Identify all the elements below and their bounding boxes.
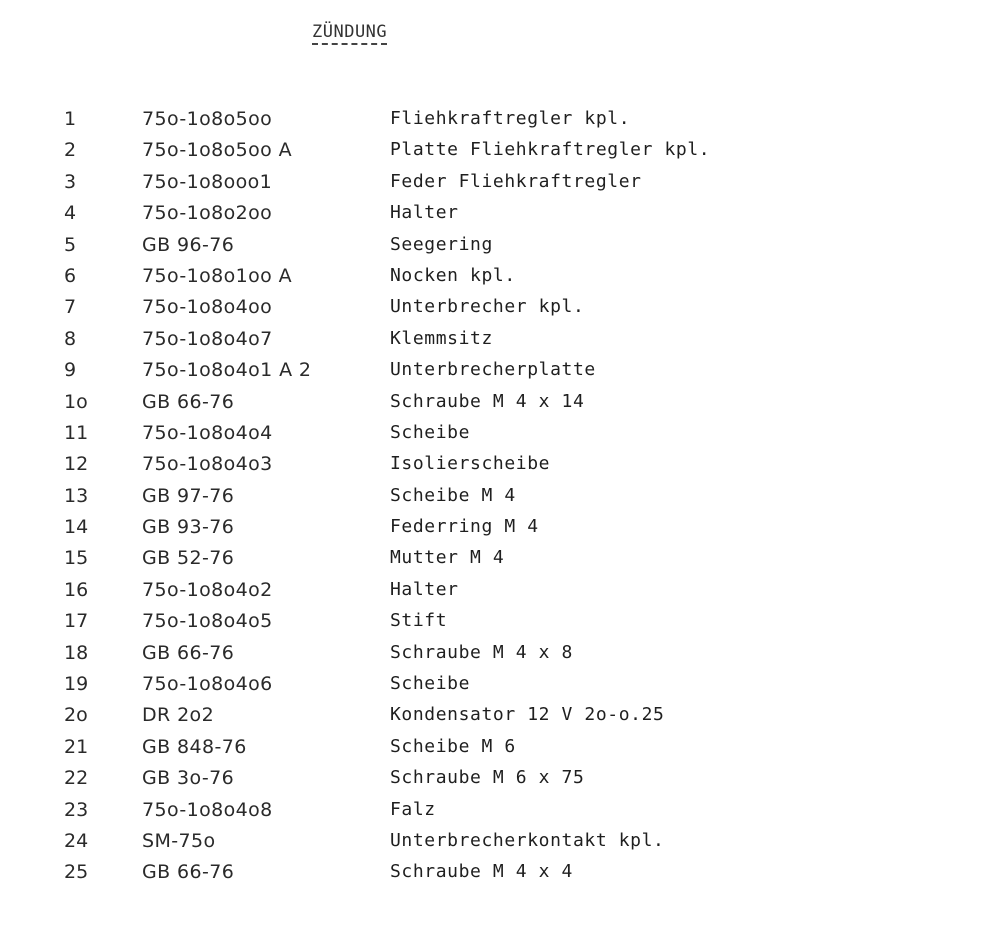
item-number: 17: [64, 610, 89, 633]
part-number: 75o-1o8o5oo: [142, 108, 273, 130]
list-item: [0, 733, 1000, 764]
item-number: 11: [64, 421, 89, 444]
part-number: 75o-1o8o2oo: [142, 202, 273, 225]
part-description: Stift: [390, 610, 448, 632]
title-text: ZÜNDUNG: [312, 22, 387, 45]
part-number: GB 93-76: [142, 516, 235, 539]
part-number: GB 3o-76: [142, 767, 235, 790]
item-number: 18: [64, 641, 89, 664]
item-number: 1: [64, 108, 77, 130]
item-number: 2o: [64, 704, 88, 727]
list-item: [0, 482, 1000, 513]
item-number: 1o: [64, 390, 88, 413]
list-item: [0, 262, 1000, 293]
part-number: GB 52-76: [142, 547, 235, 570]
part-description: Halter: [390, 578, 459, 600]
part-description: Scheibe M 6: [390, 735, 516, 757]
item-number: 8: [64, 327, 77, 350]
list-item: [0, 136, 1000, 167]
list-item: [0, 607, 1000, 638]
part-number: 75o-1o8o4o8: [142, 798, 273, 821]
part-description: Unterbrecherkontakt kpl.: [390, 829, 665, 851]
part-description: Feder Fliehkraftregler: [390, 170, 642, 192]
item-number: 19: [64, 673, 89, 696]
part-number: 75o-1o8o4o6: [142, 673, 273, 696]
part-description: Schraube M 4 x 4: [390, 861, 573, 883]
item-number: 2: [64, 139, 77, 162]
part-description: Falz: [390, 798, 436, 820]
list-item: [0, 858, 1000, 889]
part-number: GB 66-76: [142, 861, 235, 884]
list-item: [0, 701, 1000, 732]
part-description: Platte Fliehkraftregler kpl.: [390, 139, 711, 161]
part-number: GB 66-76: [142, 641, 235, 664]
part-description: Schraube M 6 x 75: [390, 767, 585, 789]
item-number: 23: [64, 798, 89, 821]
part-description: Isolierscheibe: [390, 453, 551, 475]
list-item: [0, 764, 1000, 795]
item-number: 4: [64, 202, 77, 225]
list-item: [0, 105, 1000, 136]
part-description: Halter: [390, 202, 459, 224]
list-item: [0, 670, 1000, 701]
item-number: 12: [64, 453, 89, 476]
list-item: [0, 796, 1000, 827]
list-item: [0, 388, 1000, 419]
part-description: Klemmsitz: [390, 327, 493, 349]
part-number: 75o-1o8o4o2: [142, 578, 273, 601]
part-number: 75o-1o8o4o4: [142, 421, 273, 444]
page-title: [312, 22, 387, 45]
item-number: 9: [64, 359, 77, 382]
part-description: Schraube M 4 x 8: [390, 641, 573, 663]
list-item: [0, 827, 1000, 858]
item-number: 3: [64, 170, 77, 193]
list-item: [0, 168, 1000, 199]
list-item: [0, 293, 1000, 324]
part-description: Federring M 4: [390, 516, 539, 538]
list-item: [0, 450, 1000, 481]
part-description: Schraube M 4 x 14: [390, 390, 585, 412]
list-item: [0, 513, 1000, 544]
item-number: 13: [64, 484, 89, 507]
part-description: Scheibe: [390, 421, 471, 443]
list-item: [0, 356, 1000, 387]
part-description: Nocken kpl.: [390, 264, 516, 286]
item-number: 16: [64, 578, 89, 601]
part-description: Scheibe M 4: [390, 484, 516, 506]
part-number: GB 66-76: [142, 390, 235, 413]
part-description: Fliehkraftregler kpl.: [390, 108, 631, 129]
part-number: 75o-1o8o4o5: [142, 610, 273, 633]
list-item: [0, 231, 1000, 262]
part-description: Unterbrecherplatte: [390, 359, 596, 381]
item-number: 5: [64, 233, 77, 256]
part-number: SM-75o: [142, 829, 216, 852]
item-number: 22: [64, 767, 89, 790]
item-number: 14: [64, 516, 89, 539]
item-number: 21: [64, 735, 89, 758]
list-item: [0, 199, 1000, 230]
part-number: 75o-1o8o4o3: [142, 453, 273, 476]
part-description: Mutter M 4: [390, 547, 505, 569]
list-item: [0, 325, 1000, 356]
part-number: 75o-1o8o4o7: [142, 327, 273, 350]
part-number: 75o-1o8o5oo A: [142, 139, 293, 162]
list-item: [0, 419, 1000, 450]
list-item: [0, 639, 1000, 670]
part-description: Unterbrecher kpl.: [390, 296, 585, 318]
part-number: 75o-1o8o1oo A: [142, 264, 293, 287]
parts-list: [0, 105, 1000, 890]
part-number: GB 96-76: [142, 233, 235, 256]
part-description: Scheibe: [390, 673, 471, 695]
list-item: [0, 544, 1000, 575]
part-number: DR 2o2: [142, 704, 215, 727]
part-number: 75o-1o8ooo1: [142, 170, 273, 193]
item-number: 6: [64, 264, 77, 287]
part-description: Kondensator 12 V 2o-o.25: [390, 704, 665, 726]
part-number: GB 97-76: [142, 484, 235, 507]
list-item: [0, 576, 1000, 607]
part-number: GB 848-76: [142, 735, 247, 758]
item-number: 7: [64, 296, 77, 319]
item-number: 24: [64, 829, 89, 852]
item-number: 25: [64, 861, 89, 884]
part-description: Seegering: [390, 233, 493, 255]
part-number: 75o-1o8o4oo: [142, 296, 273, 319]
part-number: 75o-1o8o4o1 A 2: [142, 359, 312, 382]
item-number: 15: [64, 547, 89, 570]
